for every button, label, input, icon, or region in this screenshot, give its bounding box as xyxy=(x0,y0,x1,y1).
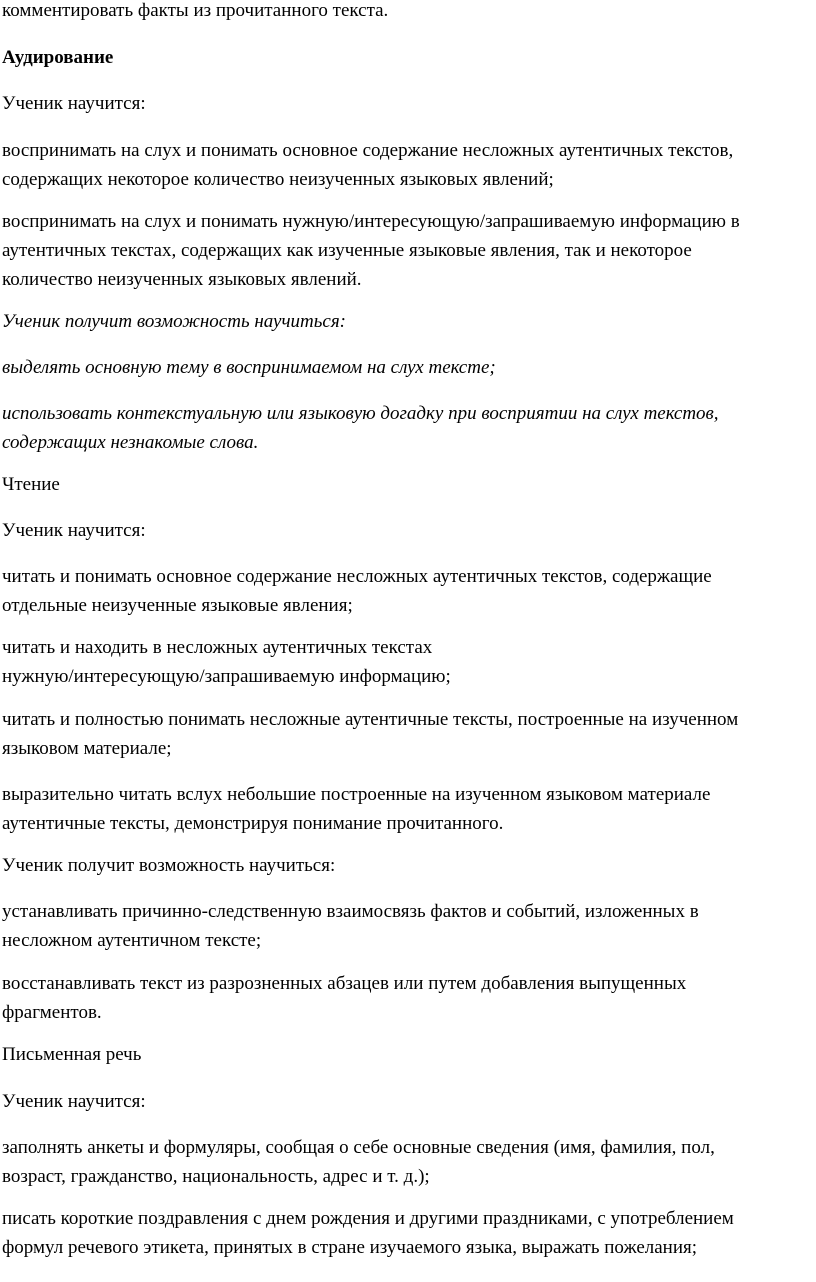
paragraph-reading-opt-2: восстанавливать текст из разрозненных абзацев или путем добавления выпущенных фрагментов. xyxy=(2,973,687,1023)
paragraph-student-will-learn: Ученик научится: xyxy=(2,1091,146,1112)
paragraph-reading-2: читать и находить в несложных аутентичных текстах нужную/интересующую/запрашиваемую информацию; xyxy=(2,637,451,687)
paragraph-listening-opt-1: выделять основную тему в воспринимаемом на слух тексте; xyxy=(2,357,496,378)
paragraph-reading-opt-1: устанавливать причинно-следственную взаимосвязь фактов и событий, изложенных в несложном аутентичном тексте; xyxy=(2,901,699,951)
paragraph-listening-2: воспринимать на слух и понимать нужную/интересующую/запрашиваемую информацию в аутентичных текстах, содержащих как изученные языковые явления, так и некоторое количество неизученных языковых явлений. xyxy=(2,211,740,290)
section-heading-reading: Чтение xyxy=(2,474,60,495)
paragraph-writing-2: писать короткие поздравления с днем рождения и другими праздниками, с употреблением формул речевого этикета, принятых в стране изучаемого языка, выражать пожелания; xyxy=(2,1208,734,1258)
paragraph-reading-4: выразительно читать вслух небольшие построенные на изученном языковом материале аутентичные тексты, демонстрируя понимание прочитанного. xyxy=(2,784,711,834)
paragraph-reading-1: читать и понимать основное содержание несложных аутентичных текстов, содержащие отдельные неизученные языковые явления; xyxy=(2,566,712,616)
paragraph-student-will-learn: Ученик научится: xyxy=(2,93,146,114)
paragraph-listening-opt-2: использовать контекстуальную или языковую догадку при восприятии на слух текстов, содержащих незнакомые слова. xyxy=(2,403,719,453)
paragraph-student-will-get-opportunity: Ученик получит возможность научиться: xyxy=(2,311,346,332)
paragraph-student-will-get-opportunity: Ученик получит возможность научиться: xyxy=(2,855,336,876)
paragraph-student-will-learn: Ученик научится: xyxy=(2,520,146,541)
paragraph-reading-3: читать и полностью понимать несложные аутентичные тексты, построенные на изученном языковом материале; xyxy=(2,709,739,759)
section-heading-writing: Письменная речь xyxy=(2,1044,142,1065)
paragraph-continuation: комментировать факты из прочитанного текста. xyxy=(2,0,389,21)
paragraph-writing-1: заполнять анкеты и формуляры, сообщая о себе основные сведения (имя, фамилия, пол, возраст, гражданство, национальность, адрес и т. д.); xyxy=(2,1137,715,1187)
paragraph-listening-1: воспринимать на слух и понимать основное содержание несложных аутентичных текстов, содержащих некоторое количество неизученных языковых явлений; xyxy=(2,140,734,190)
section-heading-listening: Аудирование xyxy=(2,47,114,68)
